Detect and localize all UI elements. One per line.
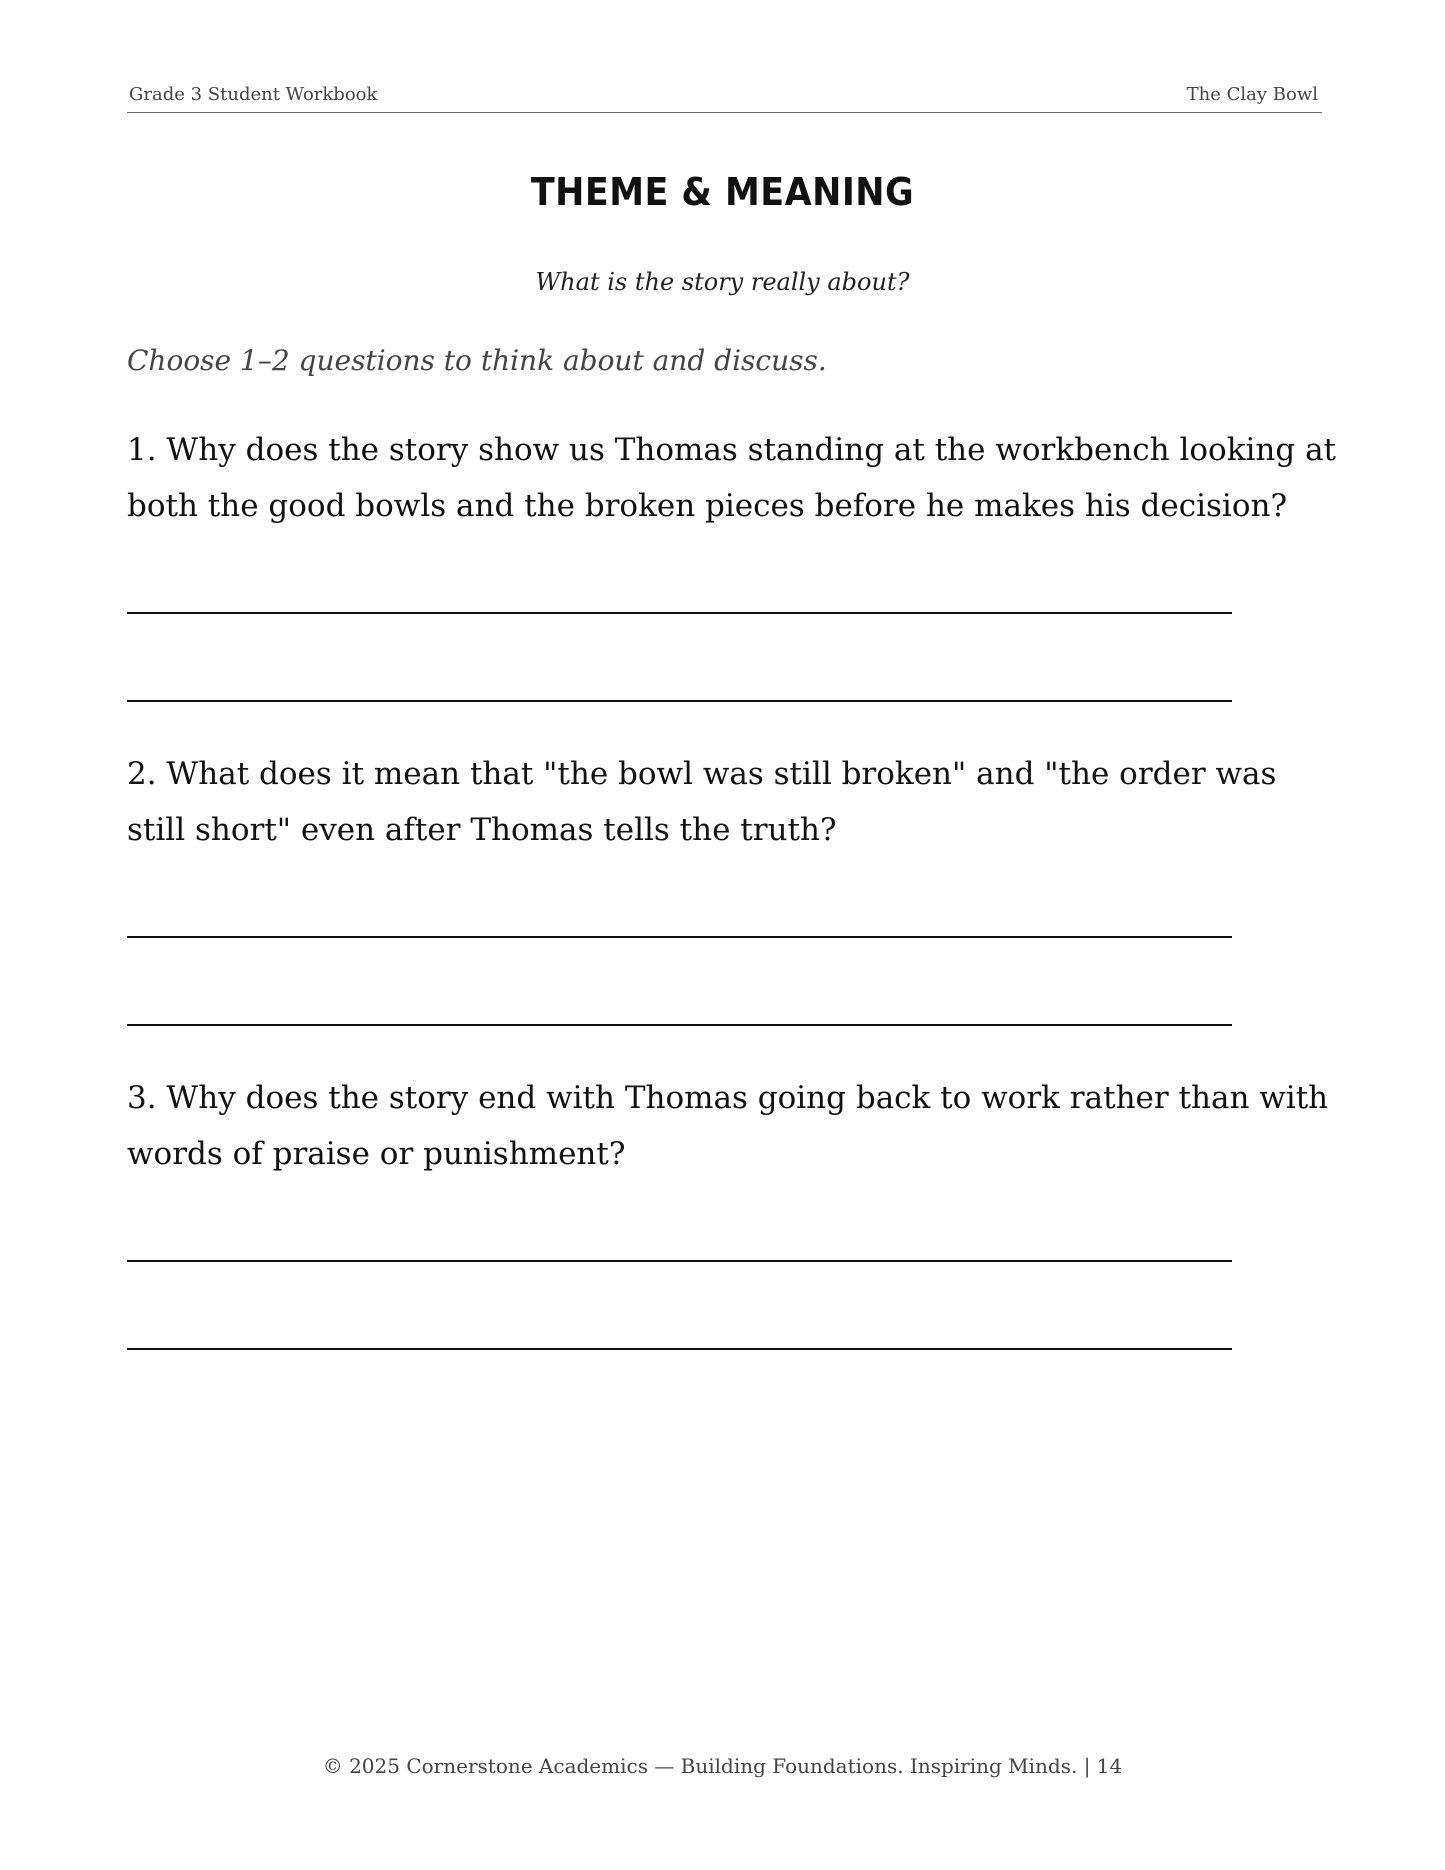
answer-line-2b[interactable] xyxy=(127,1024,1232,1026)
answer-line-1b[interactable] xyxy=(127,700,1232,702)
answer-line-3a[interactable] xyxy=(127,1260,1232,1262)
answer-line-3b[interactable] xyxy=(127,1348,1232,1350)
question-2: 2. What does it mean that "the bowl was still broken" and "the order was still short" even after Thomas tells the truth? xyxy=(127,756,1277,848)
question-3: 3. Why does the story end with Thomas going back to work rather than with words of praise or punishment? xyxy=(127,1080,1329,1172)
running-header xyxy=(127,84,1322,113)
page-subtitle: What is the story really about? xyxy=(535,268,910,296)
page-footer: © 2025 Cornerstone Academics — Building Foundations. Inspiring Minds. | 14 xyxy=(322,1754,1123,1778)
page-title: THEME & MEANING xyxy=(530,170,915,214)
question-1: 1. Why does the story show us Thomas standing at the workbench looking at both the good bowls and the broken pieces before he makes his decision? xyxy=(127,432,1337,524)
answer-line-1a[interactable] xyxy=(127,612,1232,614)
instruction-text: Choose 1–2 questions to think about and discuss. xyxy=(127,344,827,377)
story-title: The Clay Bowl xyxy=(1186,84,1318,105)
workbook-title: Grade 3 Student Workbook xyxy=(129,84,378,105)
answer-line-2a[interactable] xyxy=(127,936,1232,938)
